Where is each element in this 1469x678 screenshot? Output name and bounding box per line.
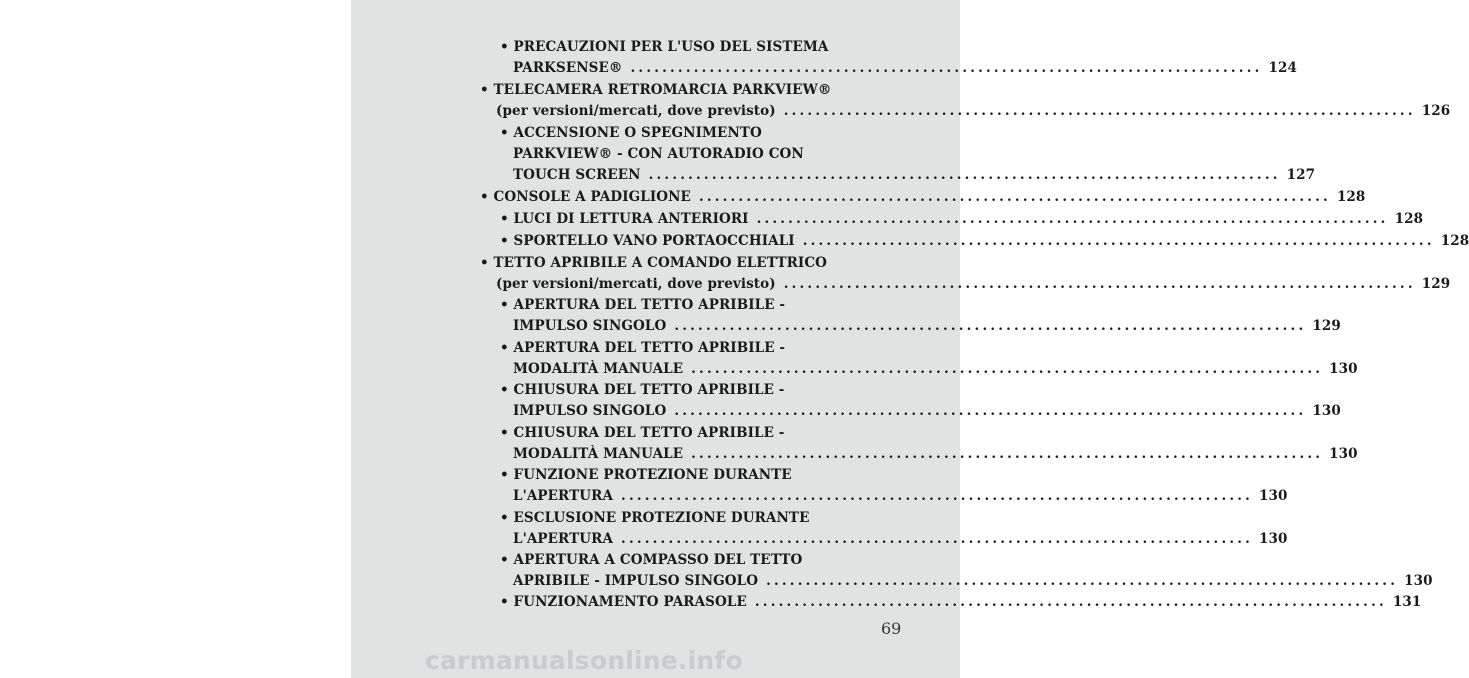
toc-entry-text: • LUCI DI LETTURA ANTERIORI (500, 211, 749, 227)
toc-page-number: 130 (1259, 531, 1288, 547)
toc-entry-line (500, 123, 897, 144)
dot-leaders: ................................................................................ (783, 276, 1416, 292)
toc-entry-line (500, 359, 1358, 380)
toc-entry-line (500, 37, 897, 58)
toc-page-number: 129 (1421, 276, 1451, 292)
toc-entry-line (500, 508, 897, 529)
toc-page-number: 127 (1286, 167, 1316, 183)
toc-entry-line (480, 274, 1451, 295)
dot-leaders: ................................................................................ (630, 60, 1263, 76)
toc-entry-line (500, 231, 1469, 252)
toc-entry[interactable] (500, 550, 1433, 592)
toc-page-number: 131 (1392, 594, 1422, 610)
manual-page (351, 0, 1469, 678)
toc-entry-text: MODALITÀ MANUALE (513, 361, 684, 377)
toc-page-number: 128 (1394, 211, 1424, 227)
dot-leaders: ................................................................................ (674, 403, 1307, 419)
toc-entry-line (500, 316, 1341, 337)
toc-entry-text: • CHIUSURA DEL TETTO APRIBILE - (500, 425, 785, 441)
toc-entry-line (500, 423, 897, 444)
toc-page-number: 124 (1268, 60, 1297, 76)
toc-entry-text: • TELECAMERA RETROMARCIA PARKVIEW® (480, 82, 832, 98)
toc-entry-line (500, 58, 1297, 79)
toc-entry-text: • CHIUSURA DEL TETTO APRIBILE - (500, 382, 785, 398)
toc-entry-line (500, 550, 897, 571)
toc-entry[interactable] (500, 231, 1469, 252)
toc-entry-text: IMPULSO SINGOLO (513, 318, 667, 334)
dot-leaders: ................................................................................ (648, 167, 1281, 183)
toc-entry-line (480, 80, 897, 101)
toc-entry-line (500, 529, 1288, 550)
dot-leaders: ................................................................................ (783, 103, 1416, 119)
toc-page-number: 128 (1336, 189, 1366, 205)
toc-entry-line (500, 571, 1433, 592)
toc-entry-text: • FUNZIONE PROTEZIONE DURANTE (500, 467, 792, 483)
watermark-text: carmanualsonline.info (425, 646, 743, 675)
toc-entry-text: • PRECAUZIONI PER L'USO DEL SISTEMA (500, 39, 829, 55)
toc-entry-text: • APERTURA DEL TETTO APRIBILE - (500, 340, 786, 356)
toc-page-number: 126 (1421, 103, 1451, 119)
toc-entry-line (500, 380, 897, 401)
toc-entry-line (500, 444, 1358, 465)
toc-entry[interactable] (480, 253, 1451, 295)
toc-entry-line (480, 253, 897, 274)
toc-entry-text: • ESCLUSIONE PROTEZIONE DURANTE (500, 510, 810, 526)
toc-page-number: 129 (1312, 318, 1341, 334)
toc-entry-line (500, 486, 1288, 507)
toc-entry-text: L'APERTURA (513, 531, 614, 547)
toc-entry-text: • ACCENSIONE O SPEGNIMENTO (500, 125, 762, 141)
toc-entry-text: (per versioni/mercati, dove previsto) (496, 276, 776, 292)
toc-entry[interactable] (500, 209, 1424, 230)
toc-entry-line (500, 592, 1422, 613)
toc-entry-line (480, 187, 1366, 208)
dot-leaders: ................................................................................ (691, 361, 1324, 377)
toc-entry-line (500, 165, 1316, 186)
toc-entry-text: (per versioni/mercati, dove previsto) (496, 103, 776, 119)
toc-entry-text: • CONSOLE A PADIGLIONE (480, 189, 691, 205)
dot-leaders: ................................................................................ (766, 573, 1399, 589)
dot-leaders: ................................................................................ (691, 446, 1324, 462)
dot-leaders: ................................................................................ (756, 211, 1389, 227)
toc-entry[interactable] (500, 380, 1341, 422)
toc-entry-text: IMPULSO SINGOLO (513, 403, 667, 419)
toc-entry-line (480, 101, 1451, 122)
dot-leaders: ................................................................................ (674, 318, 1307, 334)
toc-entry[interactable] (480, 80, 1451, 122)
toc-entry-text: • SPORTELLO VANO PORTAOCCHIALI (500, 233, 795, 249)
toc-entry-text: • TETTO APRIBILE A COMANDO ELETTRICO (480, 255, 828, 271)
toc-entry-line (500, 295, 897, 316)
toc-page-number: 130 (1404, 573, 1433, 589)
page-number: 69 (881, 619, 902, 638)
dot-leaders: ................................................................................ (802, 233, 1435, 249)
toc-page-number: 128 (1440, 233, 1469, 249)
toc-entry-text: L'APERTURA (513, 488, 614, 504)
toc-entry-text: APRIBILE - IMPULSO SINGOLO (513, 573, 759, 589)
dot-leaders: ................................................................................ (621, 531, 1254, 547)
toc-entry[interactable] (500, 123, 1316, 186)
toc-entry-text: TOUCH SCREEN (513, 167, 641, 183)
toc-entry[interactable] (500, 592, 1422, 613)
toc-page-number: 130 (1329, 361, 1358, 377)
toc-entry[interactable] (500, 423, 1358, 465)
toc-entry-text: PARKVIEW® - CON AUTORADIO CON (513, 146, 804, 162)
toc-entry[interactable] (500, 508, 1288, 550)
toc-entry-line (500, 209, 1424, 230)
toc-entry[interactable] (480, 187, 1366, 208)
toc-page-number: 130 (1259, 488, 1288, 504)
table-of-contents (351, 0, 1469, 640)
toc-entry[interactable] (500, 338, 1358, 380)
toc-entry[interactable] (500, 465, 1288, 507)
toc-entry-text: MODALITÀ MANUALE (513, 446, 684, 462)
toc-entry[interactable] (500, 295, 1341, 337)
toc-entry-line (500, 465, 897, 486)
toc-page-number: 130 (1312, 403, 1341, 419)
toc-entry-line (500, 401, 1341, 422)
toc-entry-line (500, 338, 897, 359)
toc-page-number: 130 (1329, 446, 1358, 462)
toc-entry[interactable] (500, 37, 1297, 79)
dot-leaders: ................................................................................ (621, 488, 1254, 504)
blank-left-margin (0, 0, 351, 678)
toc-entry-text: • APERTURA A COMPASSO DEL TETTO (500, 552, 803, 568)
toc-entry-text: • FUNZIONAMENTO PARASOLE (500, 594, 747, 610)
toc-entry-text: PARKSENSE® (513, 60, 623, 76)
toc-entry-line (500, 144, 897, 165)
dot-leaders: ................................................................................ (698, 189, 1331, 205)
toc-entry-text: • APERTURA DEL TETTO APRIBILE - (500, 297, 786, 313)
dot-leaders: ................................................................................ (754, 594, 1387, 610)
